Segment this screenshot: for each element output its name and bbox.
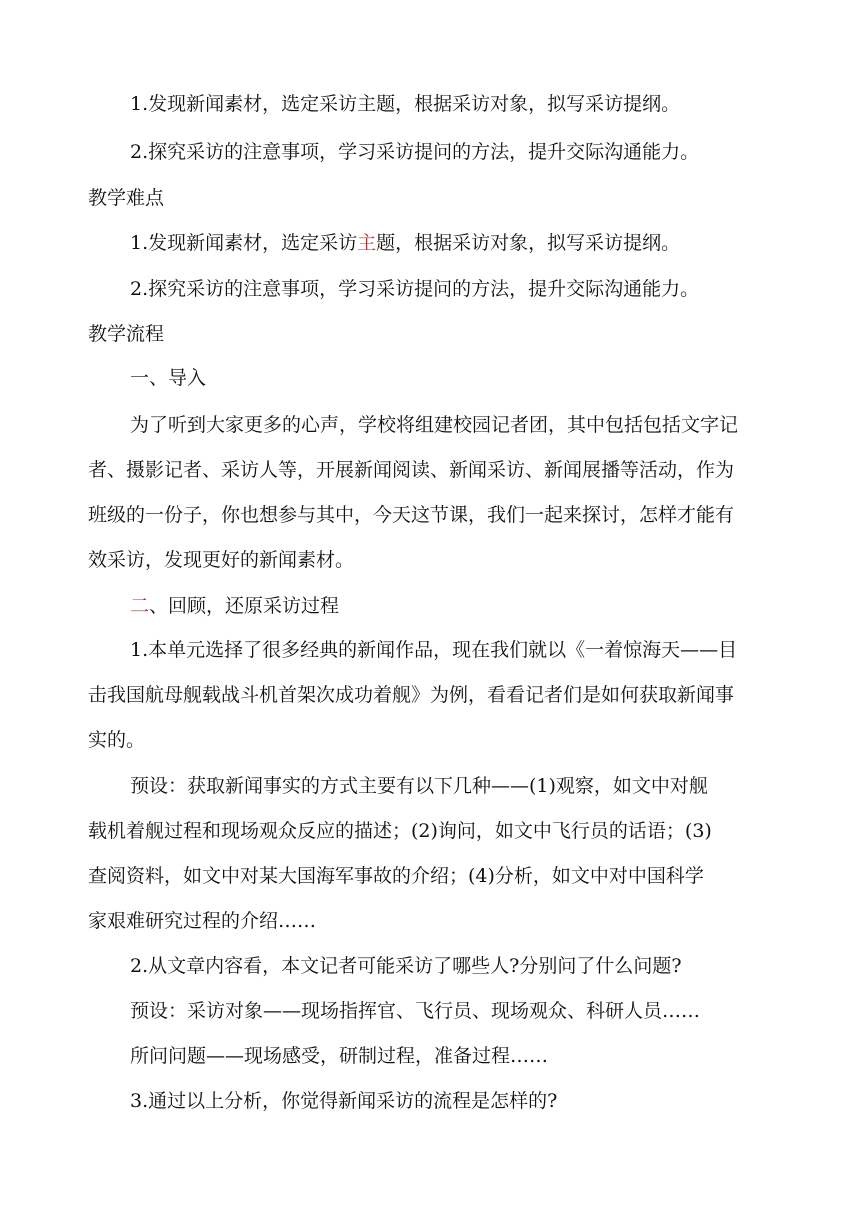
- answer-2-line-2: 所问问题——现场感受，研制过程，准备过程……: [130, 1045, 549, 1067]
- answer-1-line-2: 载机着舰过程和现场观众反应的描述；(2)询问，如文中飞行员的话语；(3): [88, 820, 712, 842]
- question-1-line-2: 击我国航母舰载战斗机首架次成功着舰》为例，看看记者们是如何获取新闻事: [88, 684, 735, 706]
- section2-title: [130, 594, 830, 618]
- intro-paragraph-line-2: 者、摄影记者、采访人等，开展新闻阅读、新闻采访、新闻展播等活动，作为: [88, 459, 735, 481]
- question-1-line-3: 实的。: [88, 729, 146, 751]
- difficulty-item-2: 2.探究采访的注意事项，学习采访提问的方法，提升交际沟通能力。: [130, 278, 700, 300]
- question-3: 3.通过以上分析，你觉得新闻采访的流程是怎样的?: [130, 1090, 558, 1112]
- section-heading-difficulties: 教学难点: [88, 187, 165, 209]
- difficulty-item-1-part-c: 题，根据采访对象，拟写采访提纲。: [376, 232, 681, 254]
- objective-item-1: 1.发现新闻素材，选定采访主题，根据采访对象，拟写采访提纲。: [130, 93, 681, 115]
- section-heading-process: 教学流程: [88, 323, 165, 345]
- answer-2-line-1: 预设：采访对象——现场指挥官、飞行员、现场观众、科研人员……: [130, 1000, 701, 1022]
- intro-paragraph-line-3: 班级的一份子，你也想参与其中，今天这节课，我们一起来探讨，怎样才能有: [88, 504, 735, 526]
- difficulty-item-1-highlight: 主: [357, 232, 377, 254]
- objective-item-2: 2.探究采访的注意事项，学习采访提问的方法，提升交际沟通能力。: [130, 141, 700, 163]
- section1-title: 一、导入: [130, 367, 207, 389]
- question-1-line-1: 1.本单元选择了很多经典的新闻作品，现在我们就以《一着惊海天——目: [130, 639, 738, 661]
- question-2: 2.从文章内容看，本文记者可能采访了哪些人?分别问了什么问题?: [130, 955, 682, 977]
- intro-paragraph-line-1: 为了听到大家更多的心声，学校将组建校园记者团，其中包括包括文字记: [130, 414, 739, 436]
- difficulty-item-1: [130, 231, 830, 255]
- answer-1-line-3: 查阅资料，如文中对某大国海军事故的介绍；(4)分析，如文中对中国科学: [88, 865, 704, 887]
- section2-title-numeral: 二: [130, 595, 150, 617]
- difficulty-item-1-part-a: 1.发现新闻素材，选定采访: [130, 232, 358, 254]
- answer-1-line-4: 家艰难研究过程的介绍……: [88, 910, 317, 932]
- intro-paragraph-line-4: 效采访，发现更好的新闻素材。: [88, 549, 355, 571]
- answer-1-line-1: 预设：获取新闻事实的方式主要有以下几种——(1)观察，如文中对舰: [130, 775, 708, 797]
- section2-title-text: 、回顾，还原采访过程: [149, 595, 340, 617]
